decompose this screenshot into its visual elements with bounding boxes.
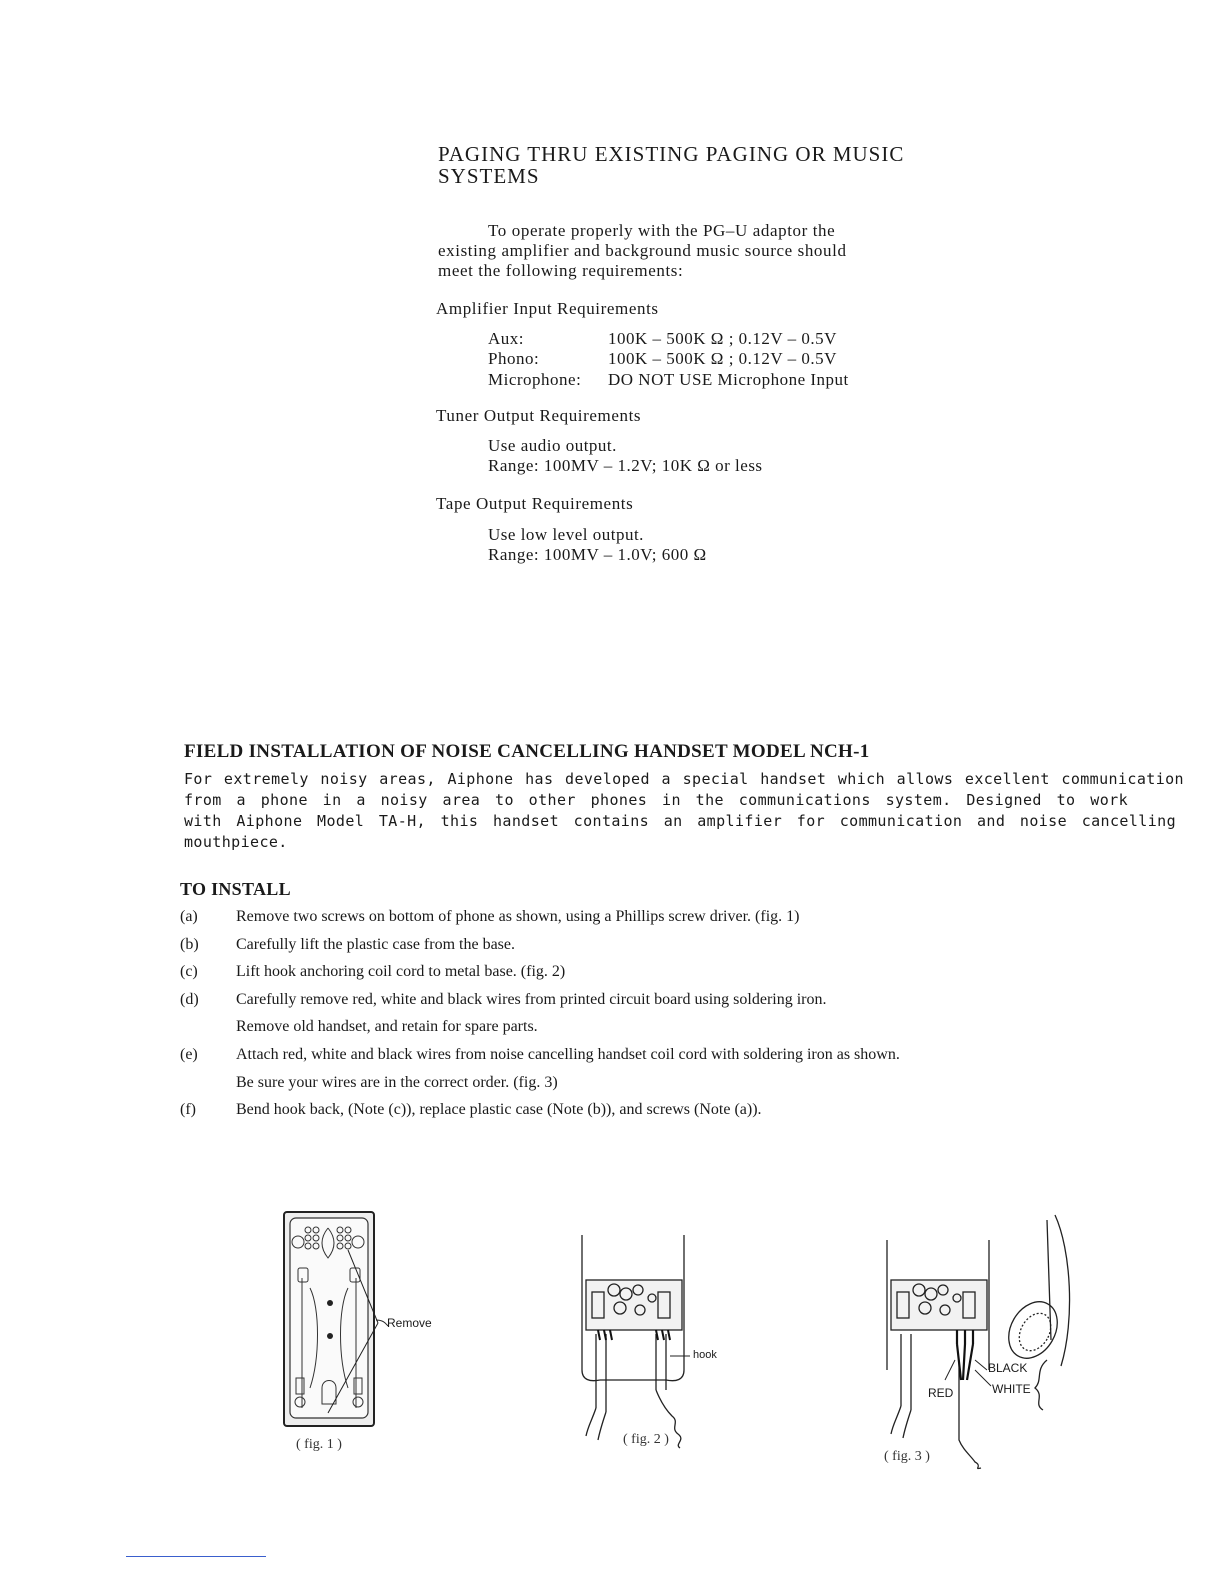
tape-heading: Tape Output Requirements [436,494,634,513]
step-label: (c) [180,963,198,980]
tape-line1: Use low level output. [488,525,644,544]
fig3-white-label: WHITE [992,1382,1031,1396]
step-c [180,962,565,982]
fig3-caption: ( fig. 3 ) [884,1449,930,1464]
tuner-heading: Tuner Output Requirements [436,406,642,425]
amplifier-heading: Amplifier Input Requirements [436,299,659,318]
paging-intro-line1: To operate properly with the PG–U adaptor the [488,221,836,240]
step-b [180,935,515,955]
amplifier-row-aux [488,328,837,349]
step-text: Bend hook back, (Note (c)), replace plastic case (Note (b)), and screws (Note (a)). [236,1101,762,1118]
step-text: Lift hook anchoring coil cord to metal base. (fig. 2) [236,963,566,980]
fig1-phone-base-illustration [280,1208,380,1430]
step-text: Carefully remove red, white and black wires from printed circuit board using soldering iron. [236,991,827,1008]
spec-label: Phono: [488,349,540,368]
fig2-circuit-board-illustration [570,1230,700,1450]
step-e-cont [180,1073,558,1093]
tuner-line1: Use audio output. [488,436,617,455]
spec-value: DO NOT USE Microphone Input [608,370,849,389]
step-text: Attach red, white and black wires from noise cancelling handset coil cord with soldering iron as shown. [236,1046,900,1063]
step-label: (b) [180,936,199,953]
handset-intro-line3: with Aiphone Model TA-H, this handset contains an amplifier for communication and noise cancelling [184,812,1176,830]
fig3-wiring-illustration [875,1210,1095,1470]
spec-label: Aux: [488,329,524,348]
fig3-black-label: BLACK [988,1361,1028,1375]
step-e [180,1045,900,1065]
step-label: (e) [180,1046,198,1063]
spec-value: 100K – 500K Ω ; 0.12V – 0.5V [608,329,837,348]
fig2-hook-label: hook [693,1349,717,1361]
step-text: Remove two screws on bottom of phone as shown, using a Phillips screw driver. (fig. 1) [236,908,800,925]
step-a [180,907,799,927]
step-d-cont [180,1017,538,1037]
step-label: (f) [180,1101,196,1118]
install-heading: TO INSTALL [180,879,291,899]
footer-link-underline [126,1556,266,1557]
step-f [180,1100,762,1120]
fig1-remove-label: Remove [387,1316,432,1330]
spec-value: 100K – 500K Ω ; 0.12V – 0.5V [608,349,837,368]
amplifier-row-phono [488,348,837,369]
step-d [180,990,827,1010]
paging-title-line1: PAGING THRU EXISTING PAGING OR MUSIC [438,142,905,166]
handset-intro-line4: mouthpiece. [184,833,288,851]
step-label: (a) [180,908,198,925]
step-text: Carefully lift the plastic case from the base. [236,936,516,953]
paging-intro-line3: meet the following requirements: [438,261,684,280]
handset-intro-line2: from a phone in a noisy area to other phones in the communications system. Designed to work [184,791,1128,809]
handset-title: FIELD INSTALLATION OF NOISE CANCELLING HANDSET MODEL NCH-1 [184,741,870,762]
handset-intro-line1: For extremely noisy areas, Aiphone has developed a special handset which allows excellent communication [184,770,1184,788]
tuner-line2: Range: 100MV – 1.2V; 10K Ω or less [488,456,763,475]
step-label: (d) [180,991,199,1008]
fig1-caption: ( fig. 1 ) [296,1437,342,1452]
fig2-caption: ( fig. 2 ) [623,1432,669,1447]
step-text: Be sure your wires are in the correct order. (fig. 3) [236,1074,558,1091]
spec-label: Microphone: [488,370,582,389]
amplifier-row-microphone [488,369,849,390]
step-text: Remove old handset, and retain for spare parts. [236,1018,538,1035]
fig3-red-label: RED [928,1386,954,1400]
tape-line2: Range: 100MV – 1.0V; 600 Ω [488,545,707,564]
paging-title-line2: SYSTEMS [438,164,540,188]
paging-intro-line2: existing amplifier and background music source should [438,241,847,260]
